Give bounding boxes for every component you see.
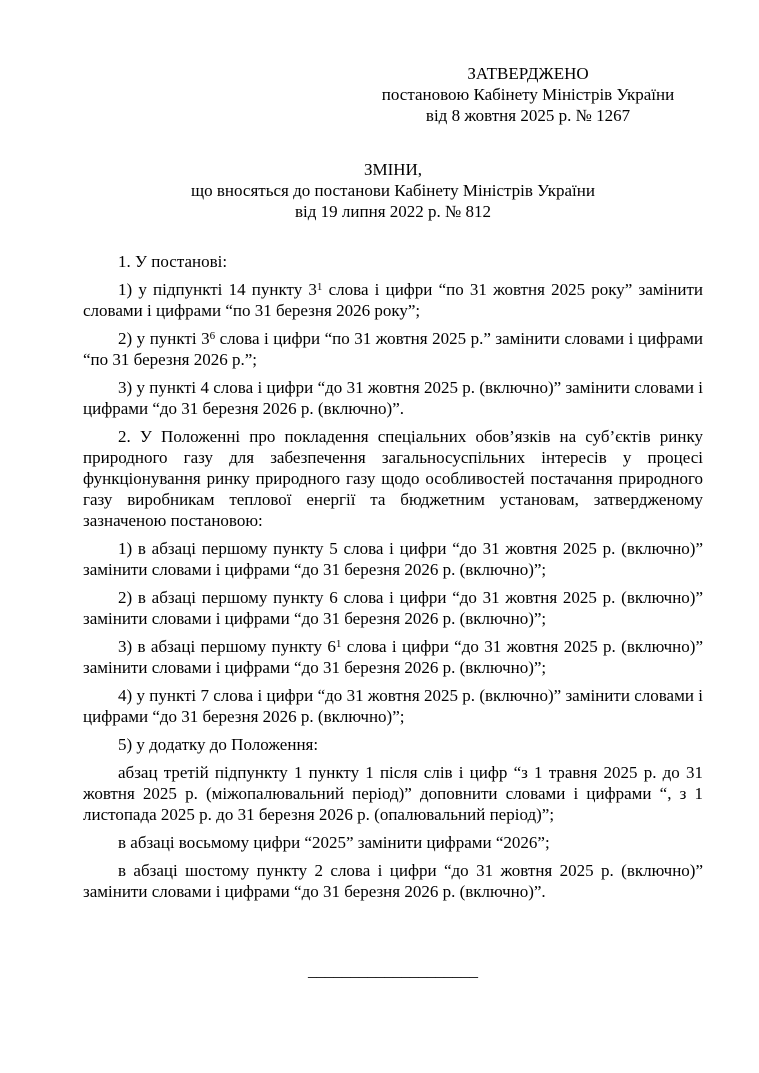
document-content xyxy=(83,0,703,981)
paragraph: 2) в абзаці першому пункту 6 слова і цифри “до 31 жовтня 2025 р. (включно)” замінити словами і цифрами “до 31 березня 2026 р. (включно)”; xyxy=(83,588,703,628)
paragraph: 1) у підпункті 14 пункту $3^1$ слова і цифри “по 31 жовтня 2025 року” замінити словами і цифрами “по 31 березня 2026 року”; xyxy=(83,280,704,320)
paragraph: 1. У постанові: xyxy=(118,252,228,271)
paragraph: 1) в абзаці першому пункту 5 слова і цифри “до 31 жовтня 2025 р. (включно)” замінити словами і цифрами “до 31 березня 2026 р. (включно)”; xyxy=(83,539,703,579)
approval-authority: постановою Кабінету Міністрів України xyxy=(381,85,675,104)
paragraph: 4) у пункті 7 слова і цифри “до 31 жовтня 2025 р. (включно)” замінити словами і цифрами “до 31 березня 2026 р. (включно)”; xyxy=(83,686,703,726)
paragraph: в абзаці восьмому цифри “2025” замінити цифрами “2026”; xyxy=(118,833,550,852)
approval-date-number: від 8 жовтня 2025 р. № 1267 xyxy=(425,106,631,125)
paragraph: 5) у додатку до Положення: xyxy=(118,735,319,754)
paragraph: 3) в абзаці першому пункту $6^1$ слова і цифри “до 31 жовтня 2025 р. (включно)” замінити словами і цифрами “до 31 березня 2026 р. (включно)”; xyxy=(83,637,703,677)
approval-stamp: ЗАТВЕРДЖЕНО xyxy=(467,64,589,83)
title-subject: що вносяться до постанови Кабінету Міністрів України xyxy=(191,181,595,200)
title-word: ЗМІНИ, xyxy=(363,160,423,179)
document-title-block xyxy=(83,159,703,222)
title-reference: від 19 липня 2022 р. № 812 xyxy=(295,202,491,221)
paragraph: 2) у пункті $3^6$ слова і цифри “по 31 жовтня 2025 р.” замінити словами і цифрами “по 31 березня 2026 р.”; xyxy=(83,329,703,369)
paragraph: 3) у пункті 4 слова і цифри “до 31 жовтня 2025 р. (включно)” замінити словами і цифрами “до 31 березня 2026 р. (включно)”. xyxy=(83,378,703,418)
paragraph: в абзаці шостому пункту 2 слова і цифри “до 31 жовтня 2025 р. (включно)” замінити словами і цифрами “до 31 березня 2026 р. (включно)”. xyxy=(83,861,703,901)
paragraph: 2. У Положенні про покладення спеціальних обов’язків на суб’єктів ринку природного газу для забезпечення загальносуспільних інтересів у процесі функціонування ринку природного газу щодо особливостей постачання природного газу виробникам теплової енергії та бюджетним установам, затвердженому зазначеною постановою: xyxy=(83,427,703,530)
signature-separator: ____________________ xyxy=(308,961,478,980)
paragraph: абзац третій підпункту 1 пункту 1 після слів і цифр “з 1 травня 2025 р. до 31 жовтня 2025 р. (міжопалювальний період)” доповнити словами і цифрами “, з 1 листопада 2025 р. до 31 березня 2026 р. (опалювальний період)”; xyxy=(83,763,703,824)
document-body xyxy=(83,251,703,902)
approval-block xyxy=(363,63,693,126)
